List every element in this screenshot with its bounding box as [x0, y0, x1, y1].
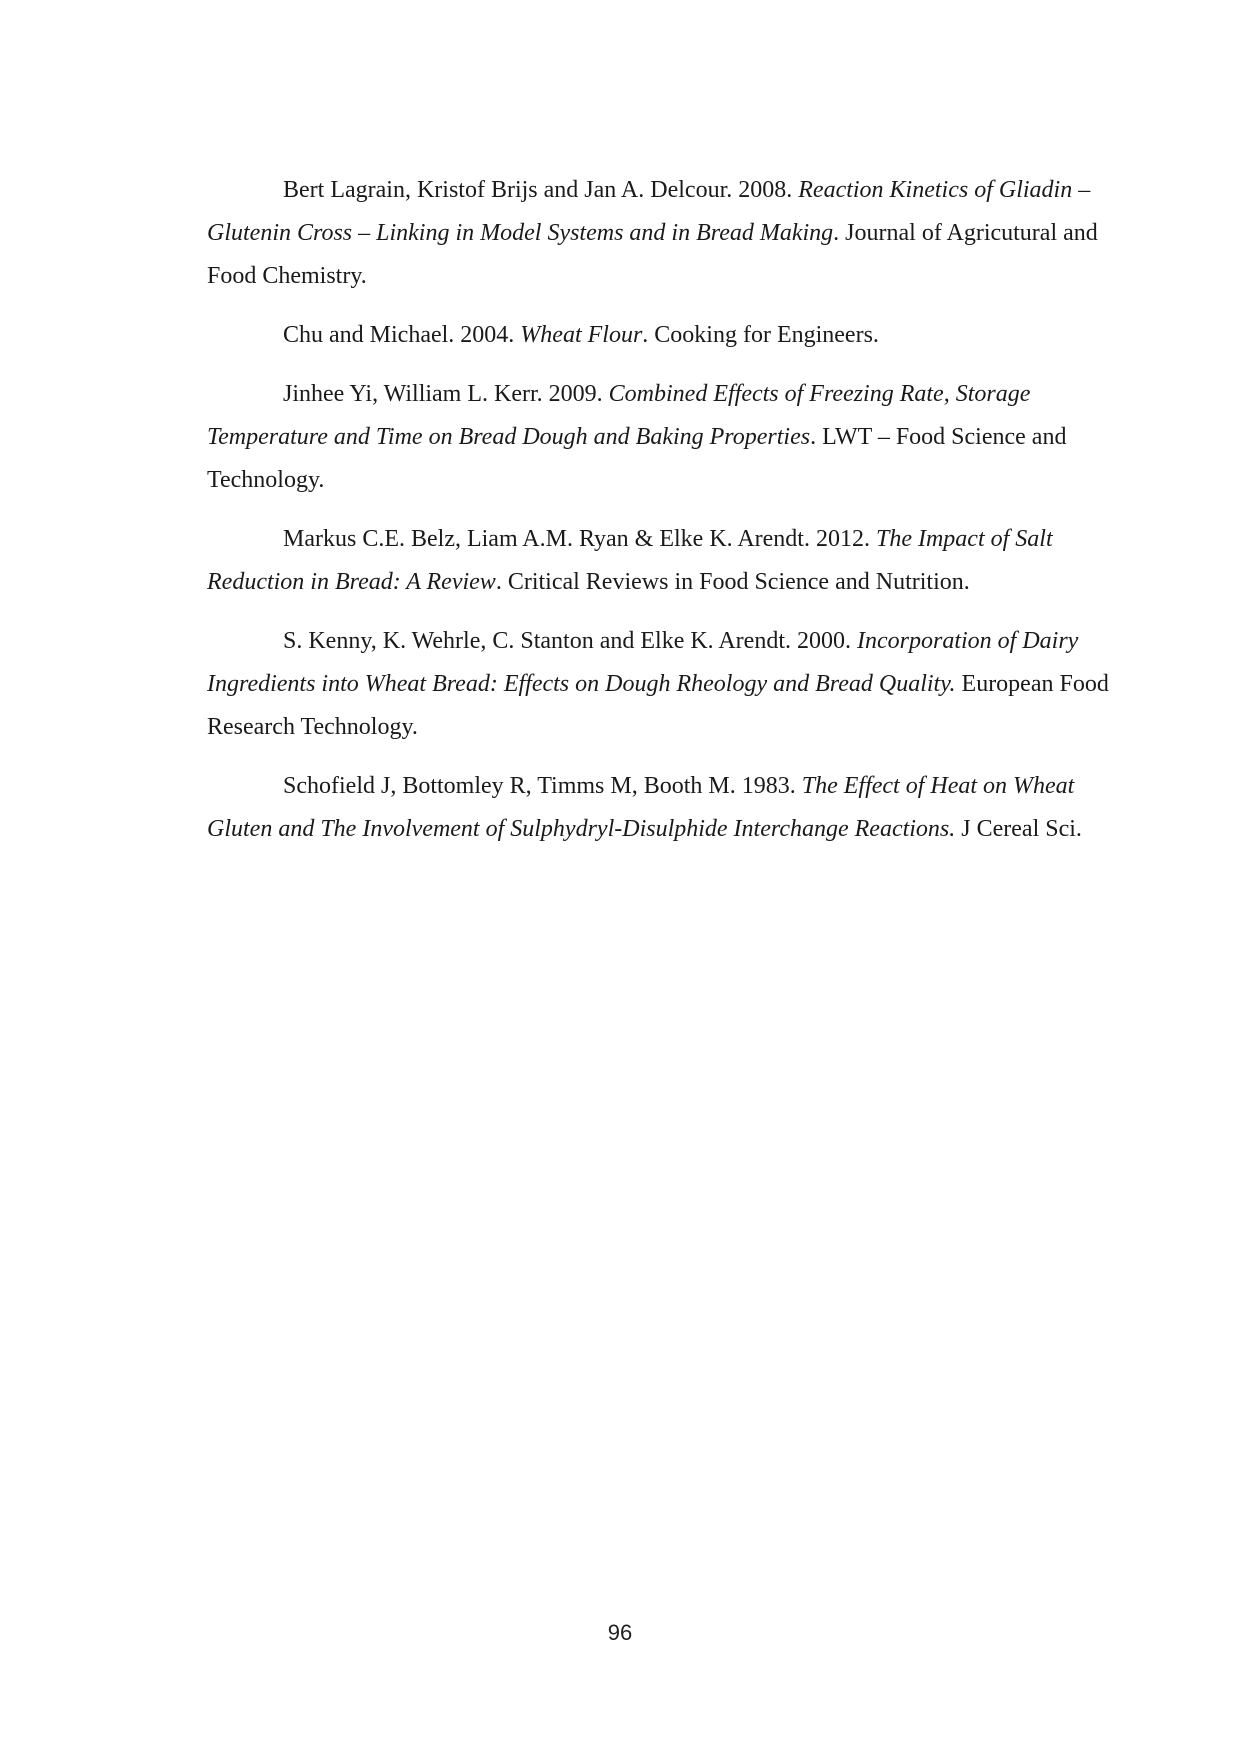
reference-authors-year: Schofield J, Bottomley R, Timms M, Booth M. 1983. — [283, 773, 802, 799]
reference-source: . Journal of Agricutural and Food Chemistry. — [207, 220, 1098, 289]
reference-authors-year: Jinhee Yi, William L. Kerr. 2009. — [283, 381, 609, 407]
reference-entry — [207, 620, 1112, 749]
reference-source: . Critical Reviews in Food Science and Nutrition. — [495, 569, 970, 595]
reference-entry — [207, 518, 1112, 604]
reference-entry — [207, 373, 1112, 502]
reference-entry — [207, 169, 1112, 298]
reference-title: The Impact of Salt Reduction in Bread: A Review — [207, 526, 1053, 595]
page-number: 96 — [607, 1620, 633, 1645]
reference-list — [207, 169, 1112, 867]
reference-entry — [207, 765, 1112, 851]
reference-source: . LWT – Food Science and Technology. — [207, 424, 1067, 493]
reference-title: Incorporation of Dairy Ingredients into Wheat Bread: Effects on Dough Rheology and Bread Quality. — [207, 628, 1079, 697]
reference-title: Wheat Flour — [520, 322, 643, 348]
reference-authors-year: Chu and Michael. 2004. — [283, 322, 521, 348]
reference-source: J Cereal Sci. — [955, 816, 1082, 842]
reference-title: Combined Effects of Freezing Rate, Storage Temperature and Time on Bread Dough and Baking Properties — [207, 381, 1031, 450]
reference-authors-year: Markus C.E. Belz, Liam A.M. Ryan & Elke K. Arendt. 2012. — [283, 526, 876, 552]
reference-title: Reaction Kinetics of Gliadin – Glutenin Cross – Linking in Model Systems and in Bread Making — [207, 177, 1091, 246]
reference-authors-year: Bert Lagrain, Kristof Brijs and Jan A. Delcour. 2008. — [283, 177, 799, 203]
reference-title: The Effect of Heat on Wheat Gluten and The Involvement of Sulphydryl-Disulphide Interchange Reactions. — [207, 773, 1075, 842]
reference-source: European Food Research Technology. — [207, 671, 1109, 740]
reference-authors-year: S. Kenny, K. Wehrle, C. Stanton and Elke K. Arendt. 2000. — [283, 628, 857, 654]
reference-source: . Cooking for Engineers. — [642, 322, 879, 348]
reference-entry — [207, 314, 1112, 357]
